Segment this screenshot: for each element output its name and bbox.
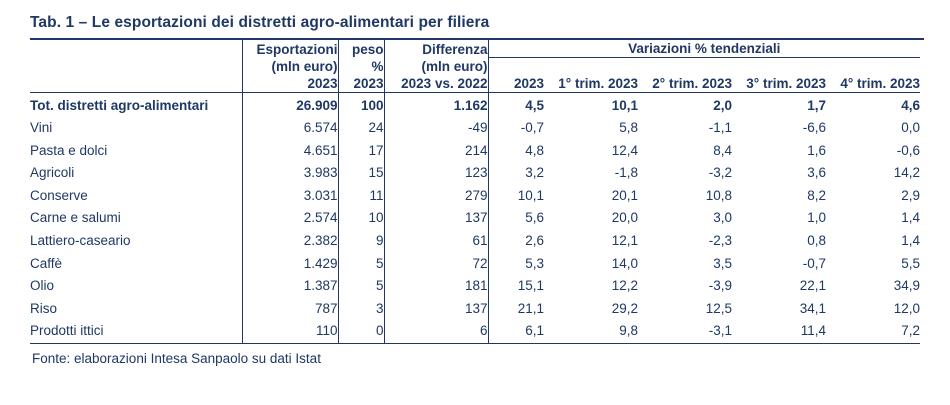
row-differenza: 72 [384, 253, 488, 276]
row-var-2023: 6,1 [488, 320, 544, 343]
row-label: Pasta e dolci [30, 142, 108, 158]
header-differenza-l2: (mln euro) [384, 58, 488, 75]
row-var-t2: -3,2 [708, 165, 732, 181]
header-peso-l1: peso [338, 40, 384, 58]
row-var-t4: -0,6 [896, 142, 921, 158]
table-row [30, 140, 920, 163]
row-var-2023: 4,8 [488, 140, 544, 163]
row-differenza: 279 [384, 185, 488, 208]
header-spacer-3 [30, 75, 242, 93]
row-var-t3: 1,7 [807, 97, 826, 113]
header-var-t3: 3° trim. 2023 [732, 75, 826, 93]
source-note: Fonte: elaborazioni Intesa Sanpaolo su dati Istat [32, 351, 321, 367]
header-peso-l3: 2023 [338, 75, 384, 93]
table-row [30, 162, 920, 185]
row-var-t4: 1,4 [901, 233, 921, 249]
row-var-t3: 0,8 [807, 233, 826, 249]
row-peso: 100 [338, 92, 384, 117]
row-var-t4: 7,2 [901, 323, 921, 339]
row-var-t4: 5,5 [901, 255, 921, 271]
header-differenza-l3: 2023 vs. 2022 [384, 75, 488, 93]
row-label: Riso [30, 300, 58, 316]
row-differenza: 181 [384, 275, 488, 298]
row-esportazioni: 2.574 [242, 207, 338, 230]
row-peso: 11 [338, 185, 384, 208]
row-var-t3: 1,0 [807, 210, 826, 226]
row-var-t4: 34,9 [893, 278, 921, 294]
row-var-t3: 1,6 [807, 142, 826, 158]
row-var-2023: 21,1 [488, 298, 544, 321]
row-var-t2: 3,5 [713, 255, 732, 271]
row-label: Lattiero-caseario [30, 233, 131, 249]
header-row-2 [30, 58, 920, 75]
row-var-t3: -0,7 [802, 255, 826, 271]
row-var-t3: 34,1 [799, 300, 826, 316]
header-esportazioni-l3: 2023 [242, 75, 338, 93]
row-esportazioni: 787 [242, 298, 338, 321]
row-var-t3: 22,1 [799, 278, 826, 294]
table-row [30, 298, 920, 321]
row-var-t1: 10,1 [611, 97, 638, 113]
row-label: Olio [30, 278, 55, 294]
row-var-2023: -0,7 [488, 117, 544, 140]
header-variazioni-group: Variazioni % tendenziali [488, 40, 920, 58]
header-var-t2: 2° trim. 2023 [638, 75, 732, 93]
table-body [30, 92, 920, 343]
table-row [30, 207, 920, 230]
row-var-t2: 8,4 [713, 142, 732, 158]
row-var-t1: 12,2 [611, 278, 638, 294]
row-var-2023: 3,2 [488, 162, 544, 185]
table-row [30, 117, 920, 140]
row-differenza: 61 [384, 230, 488, 253]
row-esportazioni: 3.983 [242, 162, 338, 185]
header-esportazioni-l2: (mln euro) [242, 58, 338, 75]
row-peso: 3 [338, 298, 384, 321]
row-var-t1: 20,0 [611, 210, 638, 226]
row-var-t2: 2,0 [713, 97, 732, 113]
row-label: Tot. distretti agro-alimentari [30, 97, 209, 113]
row-var-t1: 20,1 [611, 187, 638, 203]
row-esportazioni: 2.382 [242, 230, 338, 253]
row-differenza: -49 [384, 117, 488, 140]
row-var-t1: 12,4 [611, 142, 638, 158]
row-var-t1: 29,2 [611, 300, 638, 316]
row-peso: 24 [338, 117, 384, 140]
row-var-2023: 15,1 [488, 275, 544, 298]
row-label: Carne e salumi [30, 210, 121, 226]
row-var-t3: 3,6 [807, 165, 826, 181]
row-var-t1: 12,1 [611, 233, 638, 249]
table-row [30, 230, 920, 253]
header-differenza-l1: Differenza [384, 40, 488, 58]
table-row [30, 320, 920, 343]
header-var-t4: 4° trim. 2023 [826, 75, 920, 93]
row-peso: 9 [338, 230, 384, 253]
row-var-t2: 12,5 [705, 300, 732, 316]
row-esportazioni: 110 [242, 320, 338, 343]
page-title: Tab. 1 – Le esportazioni dei distretti agro-alimentari per filiera [30, 14, 490, 31]
header-row-1 [30, 40, 920, 58]
row-esportazioni: 3.031 [242, 185, 338, 208]
row-differenza: 123 [384, 162, 488, 185]
row-label: Agricoli [30, 165, 75, 181]
row-peso: 0 [338, 320, 384, 343]
row-var-2023: 10,1 [488, 185, 544, 208]
header-row-3 [30, 75, 920, 93]
row-var-t2: -3,1 [708, 323, 732, 339]
table-header [30, 40, 920, 92]
row-var-t1: -1,8 [614, 165, 638, 181]
row-peso: 5 [338, 275, 384, 298]
row-esportazioni: 1.387 [242, 275, 338, 298]
row-var-t2: -2,3 [708, 233, 732, 249]
row-var-2023: 4,5 [488, 92, 544, 117]
header-peso-l2: % [338, 58, 384, 75]
row-differenza: 214 [384, 140, 488, 163]
row-peso: 10 [338, 207, 384, 230]
row-var-t4: 14,2 [893, 165, 921, 181]
row-label: Conserve [30, 187, 88, 203]
row-var-t4: 2,9 [901, 187, 921, 203]
row-var-t2: -1,1 [708, 120, 732, 136]
header-corner [30, 40, 242, 58]
row-var-t1: 9,8 [619, 323, 638, 339]
row-label: Prodotti ittici [30, 323, 104, 339]
table-row [30, 253, 920, 276]
header-var-2023: 2023 [488, 75, 544, 93]
table-row [30, 185, 920, 208]
row-var-t4: 1,4 [901, 210, 921, 226]
row-differenza: 137 [384, 207, 488, 230]
row-esportazioni: 1.429 [242, 253, 338, 276]
row-esportazioni: 6.574 [242, 117, 338, 140]
header-var-t1: 1° trim. 2023 [544, 75, 638, 93]
exports-table [30, 40, 920, 343]
row-var-t3: -6,6 [802, 120, 826, 136]
row-differenza: 6 [384, 320, 488, 343]
row-var-t4: 12,0 [893, 300, 921, 316]
row-differenza: 137 [384, 298, 488, 321]
row-esportazioni: 26.909 [242, 92, 338, 117]
header-spacer-1 [30, 58, 242, 75]
row-var-t1: 5,8 [619, 120, 638, 136]
row-var-2023: 5,3 [488, 253, 544, 276]
row-peso: 15 [338, 162, 384, 185]
row-esportazioni: 4.651 [242, 140, 338, 163]
row-var-t1: 14,0 [611, 255, 638, 271]
table-row [30, 275, 920, 298]
row-var-t2: 10,8 [705, 187, 732, 203]
row-label: Vini [30, 120, 53, 136]
header-esportazioni-l1: Esportazioni [242, 40, 338, 58]
row-peso: 5 [338, 253, 384, 276]
row-var-2023: 5,6 [488, 207, 544, 230]
row-var-t2: 3,0 [713, 210, 732, 226]
header-spacer-2 [488, 58, 920, 75]
table-row [30, 92, 920, 117]
row-peso: 17 [338, 140, 384, 163]
row-var-t3: 8,2 [807, 187, 826, 203]
row-var-t3: 11,4 [800, 323, 826, 339]
row-var-t2: -3,9 [708, 278, 732, 294]
row-differenza: 1.162 [384, 92, 488, 117]
row-var-t4: 4,6 [901, 97, 921, 113]
row-var-t4: 0,0 [901, 120, 921, 136]
row-var-2023: 2,6 [488, 230, 544, 253]
row-label: Caffè [30, 255, 63, 271]
